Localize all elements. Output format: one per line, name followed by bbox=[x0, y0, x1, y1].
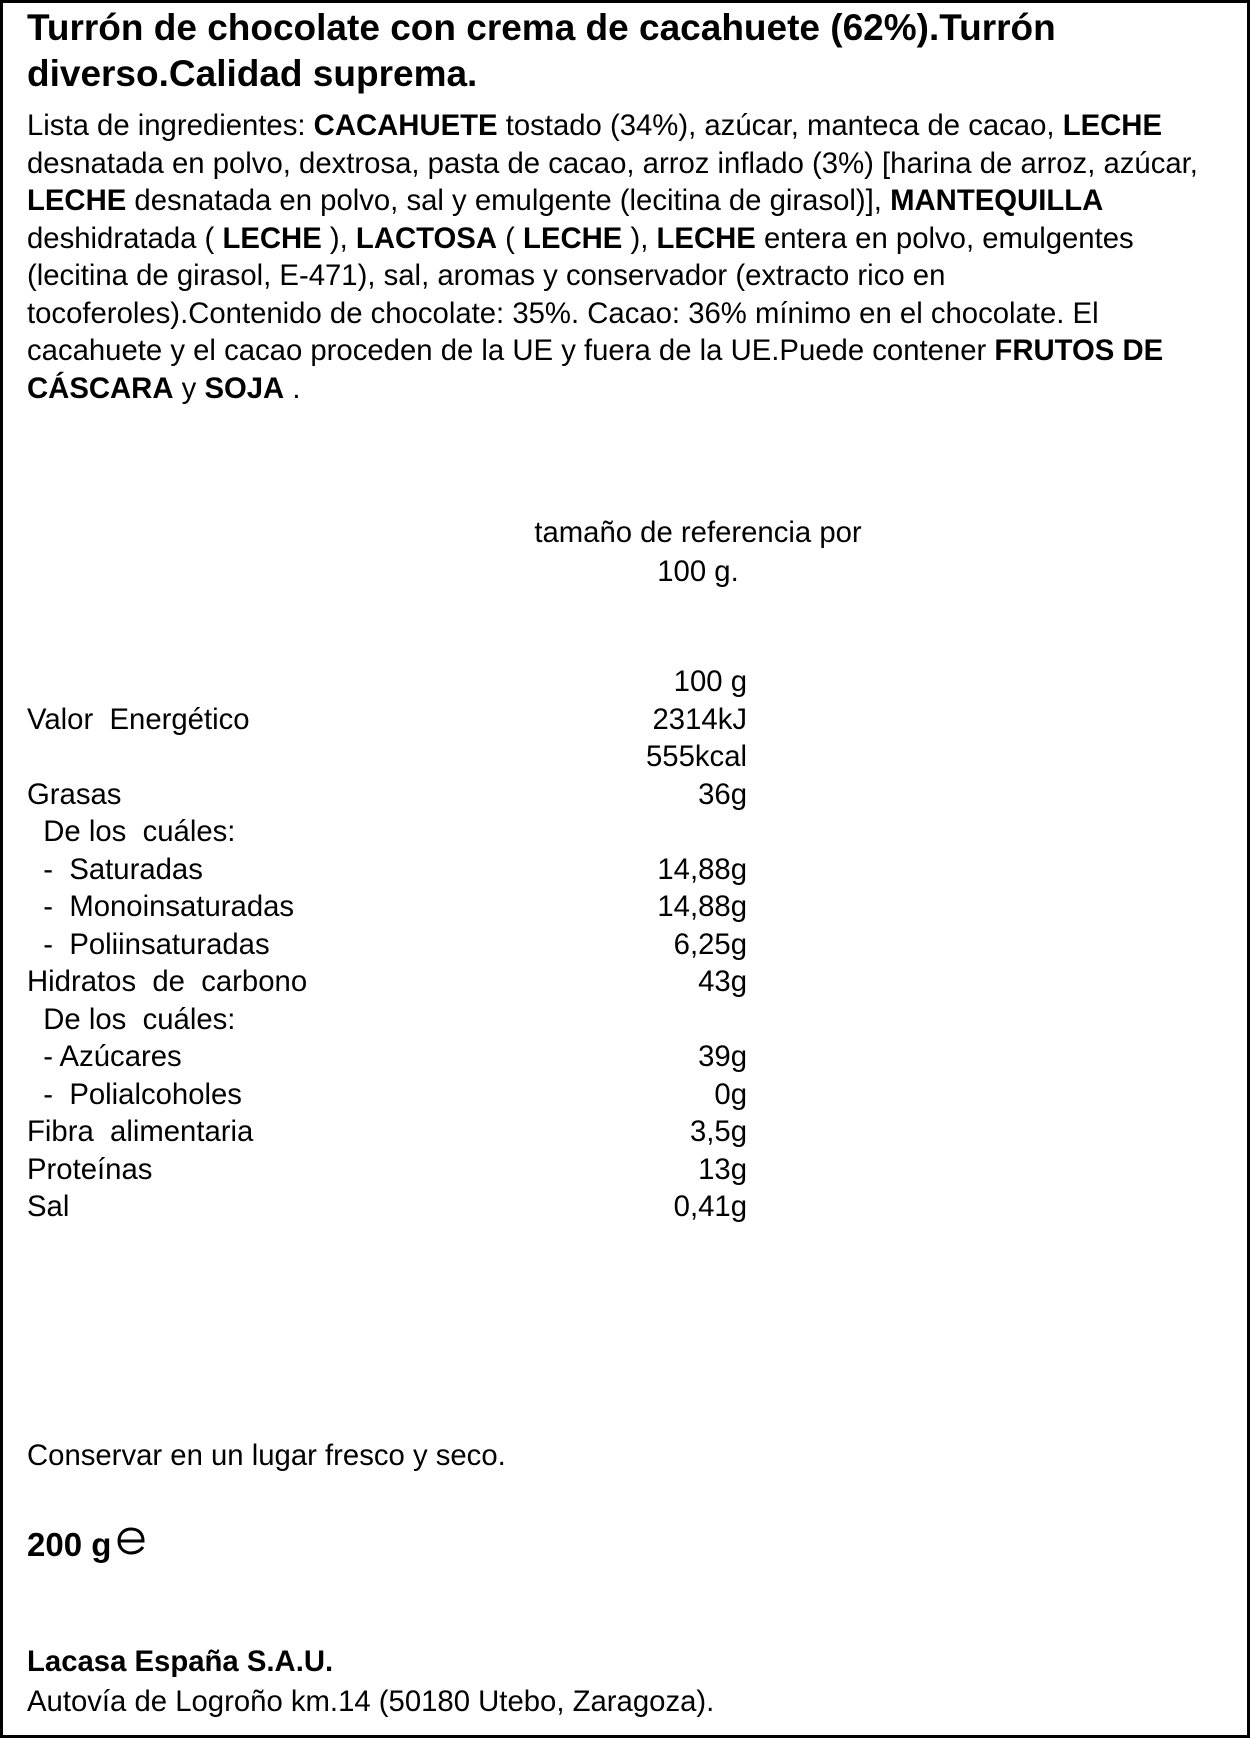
nutrient-value: 100 g bbox=[673, 665, 747, 698]
ingredient-text: desnatada en polvo, dextrosa, pasta de cacao, arroz inflado (3%) [harina de arroz, azúcar, bbox=[27, 146, 1198, 180]
nutrition-row bbox=[27, 1076, 747, 1114]
allergen-text: CACAHUETE bbox=[313, 109, 498, 142]
ingredient-text: y bbox=[173, 371, 205, 405]
nutrient-name: - Poliinsaturadas bbox=[27, 927, 270, 961]
nutrition-row bbox=[27, 888, 747, 926]
ingredient-text: deshidratada ( bbox=[27, 221, 223, 255]
nutrient-value: 0,41g bbox=[673, 1190, 747, 1223]
ingredient-text: . bbox=[284, 371, 301, 405]
allergen-text: LECHE bbox=[523, 221, 623, 255]
nutrient-value: 6,25g bbox=[673, 927, 747, 961]
nutrient-value: 555kcal bbox=[646, 740, 747, 773]
estimated-sign-icon bbox=[115, 1523, 147, 1567]
ingredient-text: desnatada en polvo, sal y emulgente (lecitina de girasol)], bbox=[126, 184, 891, 217]
nutrition-row bbox=[27, 926, 747, 964]
product-title: Turrón de chocolate con crema de cacahuete (62%).Turrón diverso.Calidad suprema. bbox=[27, 7, 1056, 94]
storage-instructions: Conservar en un lugar fresco y seco. bbox=[27, 1439, 506, 1472]
nutrition-row bbox=[27, 851, 747, 889]
allergen-text: LECHE bbox=[1062, 109, 1162, 142]
allergen-text: FRUTOS DE CÁSCARA bbox=[27, 334, 1164, 405]
ingredients-list bbox=[27, 107, 1227, 407]
nutrient-name: De los cuáles: bbox=[27, 815, 236, 848]
nutrient-value: 39g bbox=[698, 1040, 747, 1073]
nutrition-row bbox=[27, 1188, 747, 1226]
nutrition-row bbox=[27, 701, 747, 739]
ingredient-text: tostado (34%), azúcar, manteca de cacao, bbox=[497, 109, 1063, 142]
nutrition-row bbox=[27, 1113, 747, 1151]
nutrition-row bbox=[27, 1038, 747, 1076]
nutrient-name: De los cuáles: bbox=[27, 1002, 236, 1036]
nutrient-name: - Saturadas bbox=[27, 852, 203, 886]
nutrient-name: - Monoinsaturadas bbox=[27, 890, 295, 923]
company-name: Lacasa España S.A.U. bbox=[27, 1645, 334, 1678]
nutrient-name: - Azúcares bbox=[27, 1040, 182, 1073]
net-weight bbox=[27, 1523, 147, 1567]
nutrient-value: 14,88g bbox=[657, 852, 747, 886]
nutrient-value: 13g bbox=[698, 1152, 747, 1186]
nutrient-name: Proteínas bbox=[27, 1152, 153, 1186]
company-address: Autovía de Logroño km.14 (50180 Utebo, Zaragoza). bbox=[27, 1685, 715, 1718]
nutrition-row bbox=[27, 663, 747, 701]
nutrient-value: 2314kJ bbox=[652, 702, 747, 736]
allergen-text: MANTEQUILLA bbox=[890, 184, 1104, 217]
nutrient-name: - Polialcoholes bbox=[27, 1077, 242, 1111]
net-weight-value: 200 g bbox=[27, 1526, 112, 1563]
nutrient-value: 3,5g bbox=[689, 1115, 747, 1148]
ingredient-text: ( bbox=[497, 221, 524, 255]
reference-line-1: tamaño de referencia por bbox=[534, 516, 862, 549]
nutrient-value: 0g bbox=[714, 1077, 747, 1111]
nutrient-name: Valor Energético bbox=[27, 702, 250, 736]
nutrition-row bbox=[27, 963, 747, 1001]
reference-line-2: 100 g. bbox=[657, 555, 739, 588]
nutrition-row bbox=[27, 1151, 747, 1189]
nutrition-row bbox=[27, 1001, 747, 1039]
allergen-text: LACTOSA bbox=[355, 221, 497, 255]
nutrient-value: 14,88g bbox=[657, 890, 747, 923]
nutrition-row bbox=[27, 776, 747, 814]
allergen-text: LECHE bbox=[222, 221, 322, 255]
nutrient-name: Fibra alimentaria bbox=[27, 1115, 254, 1148]
ingredient-text: ), bbox=[321, 221, 356, 255]
nutrition-row bbox=[27, 813, 747, 851]
reference-size bbox=[443, 513, 953, 591]
allergen-text: LECHE bbox=[656, 221, 756, 255]
nutrient-value: 43g bbox=[698, 965, 747, 998]
ingredient-text: entera en polvo, emulgentes (lecitina de girasol, E-471), sal, aromas y conservador (extracto rico en tocoferoles).Contenido de chocolate: 35%. Cacao: 36% mínimo en el chocolate. El cacahuete y el cacao proceden de la UE y fuera de la UE.Puede contener bbox=[27, 221, 1134, 367]
nutrient-name: Grasas bbox=[27, 777, 122, 811]
ingredient-text: ), bbox=[622, 221, 657, 255]
nutrient-name: Hidratos de carbono bbox=[27, 965, 308, 998]
nutrient-name: Sal bbox=[27, 1190, 70, 1223]
allergen-text: SOJA bbox=[204, 371, 285, 405]
ingredient-text: Lista de ingredientes: bbox=[27, 109, 314, 142]
allergen-text: LECHE bbox=[27, 184, 127, 217]
nutrition-row bbox=[27, 738, 747, 776]
nutrition-table bbox=[27, 663, 747, 1226]
nutrient-value: 36g bbox=[698, 777, 747, 811]
